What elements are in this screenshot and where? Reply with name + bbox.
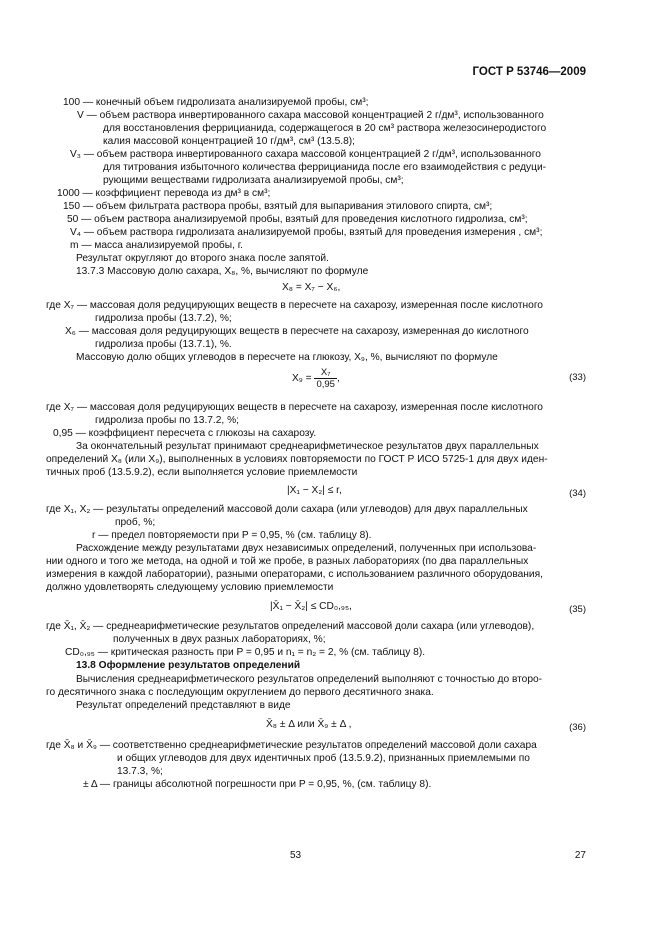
text-line: где X₇ — массовая доля редуцирующих веществ в пересчете на сахарозу, измеренная после кислотного	[46, 300, 543, 311]
text-line: ± Δ — границы абсолютной погрешности при P = 0,95, %, (см. таблицу 8).	[83, 779, 432, 790]
text-line: 1000 — коэффициент перевода из дм³ в см³;	[57, 188, 271, 199]
text-line: X₆ — массовая доля редуцирующих веществ в пересчете на сахарозу, измеренная до кислотного	[65, 326, 529, 337]
section-heading: 13.8 Оформление результатов определений	[76, 660, 301, 671]
text-line: нии одного и того же метода, на одной и той же пробе, в разных лабораториях (по два параллельных	[46, 556, 529, 567]
formula-33	[292, 367, 340, 390]
text-line: гидролиза пробы по 13.7.2, %;	[95, 415, 239, 426]
text-line: полученных в двух разных лабораториях, %;	[113, 634, 326, 645]
text-line: За окончательный результат принимают среднеарифметическое результатов двух параллельных	[76, 441, 539, 452]
text-line: 150 — объем фильтрата раствора пробы, взятый для выпаривания этилового спирта, см³;	[63, 201, 493, 212]
formula-35: |X̄₁ − X̄₂| ≤ CD₀,₉₅,	[270, 601, 352, 612]
equation-number: (35)	[569, 604, 586, 615]
formula-36: X̄₈ ± Δ или X̄₉ ± Δ ,	[266, 719, 352, 730]
text-line: V₃ — объем раствора инвертированного сахара массовой концентрацией 2 г/дм³, использованного	[70, 149, 541, 160]
text-line: для титрования избыточного количества феррицианида после его взаимодействия с редуци-	[103, 162, 547, 173]
text-line: гидролиза пробы (13.7.2), %;	[95, 313, 232, 324]
formula-33-numerator: X₇	[314, 367, 337, 379]
formula-33-tail: ,	[336, 373, 340, 385]
text-line: Расхождение между результатами двух независимых определений, полученных при использова-	[76, 543, 537, 554]
text-line: го десятичного знака с последующим округлением до первого десятичного знака.	[46, 687, 434, 698]
text-line: где X̄₈ и X̄₉ — соответственно среднеарифметические результатов определений массовой доли сахара	[46, 740, 537, 751]
text-line: где X₁, X₂ — результаты определений массовой доли сахара (или углеводов) для двух параллельных	[46, 504, 528, 515]
page-number-right: 27	[574, 850, 586, 861]
page-number-center: 53	[290, 850, 302, 861]
text-line: тичных проб (13.5.9.2), если выполняется условие приемлемости	[46, 467, 358, 478]
text-line: Массовую долю общих углеводов в пересчете на глюкозу, X₉, %, вычисляют по формуле	[76, 352, 498, 363]
text-line: измерения в каждой лаборатории), разными операторами, с использованием различного оборудования,	[46, 569, 543, 580]
text-line: 13.7.3, %;	[117, 766, 163, 777]
text-line: 100 — конечный объем гидролизата анализируемой пробы, см³;	[63, 97, 369, 108]
text-line: определений X₈ (или X₉), выполненных в условиях повторяемости по ГОСТ Р ИСО 5725-1 для двух иден-	[46, 454, 548, 465]
formula-33-denominator: 0,95	[316, 379, 335, 390]
text-line: V — объем раствора инвертированного сахара массовой концентрацией 2 г/дм³, использованного	[77, 110, 544, 121]
text-line: Вычисления среднеарифметического результатов определений выполняют с точностью до второ-	[76, 674, 543, 685]
equation-number: (34)	[569, 488, 586, 499]
text-line: рующими веществами гидролизата анализируемой пробы, см³;	[103, 175, 404, 186]
text-line: для восстановления феррицианида, содержащегося в 20 см³ раствора железосинеродистого	[103, 123, 547, 134]
text-line: 0,95 — коэффициент пересчета с глюкозы на сахарозу.	[53, 428, 317, 439]
text-line: 13.7.3 Массовую долю сахара, X₈, %, вычисляют по формуле	[76, 266, 369, 277]
text-line: Результат округляют до второго знака после запятой.	[76, 253, 329, 264]
formula-34: |X₁ − X₂| ≤ r,	[287, 485, 342, 496]
equation-number: (36)	[569, 722, 586, 733]
text-line: V₄ — объем раствора гидролизата анализируемой пробы, взятый для проведения измерения , см³;	[70, 227, 543, 238]
text-line: где X₇ — массовая доля редуцирующих веществ в пересчете на сахарозу, измеренная после кислотного	[46, 402, 543, 413]
formula-33-fraction	[314, 367, 337, 390]
text-line: m — масса анализируемой пробы, г.	[70, 240, 243, 251]
equation-number: (33)	[569, 372, 586, 383]
text-line: Результат определений представляют в виде	[76, 700, 291, 711]
text-line: CD₀,₉₅ — критическая разность при P = 0,95 и n₁ = n₂ = 2, % (см. таблицу 8).	[65, 647, 426, 658]
text-line: r — предел повторяемости при P = 0,95, % (см. таблицу 8).	[92, 530, 372, 541]
text-line: гидролиза пробы (13.7.1), %.	[95, 339, 232, 350]
standard-header: ГОСТ Р 53746—2009	[472, 66, 586, 78]
text-line: 50 — объем раствора анализируемой пробы, взятый для проведения кислотного гидролиза, см³;	[67, 214, 528, 225]
text-line: проб, %;	[115, 517, 156, 528]
text-line: где X̄₁, X̄₂ — среднеарифметические результатов определений массовой доли сахара (или углеводов),	[46, 621, 535, 632]
text-line: калия массовой концентрацией 10 г/дм³, см³ (13.5.8);	[103, 136, 356, 147]
text-line: и общих углеводов для двух идентичных проб (13.5.9.2), признанных приемлемыми по	[117, 753, 530, 764]
formula-32: X₈ = X₇ − X₆,	[282, 282, 341, 293]
text-line: должно удовлетворять следующему условию приемлемости	[46, 582, 334, 593]
formula-33-lhs: X₉ =	[292, 373, 312, 385]
